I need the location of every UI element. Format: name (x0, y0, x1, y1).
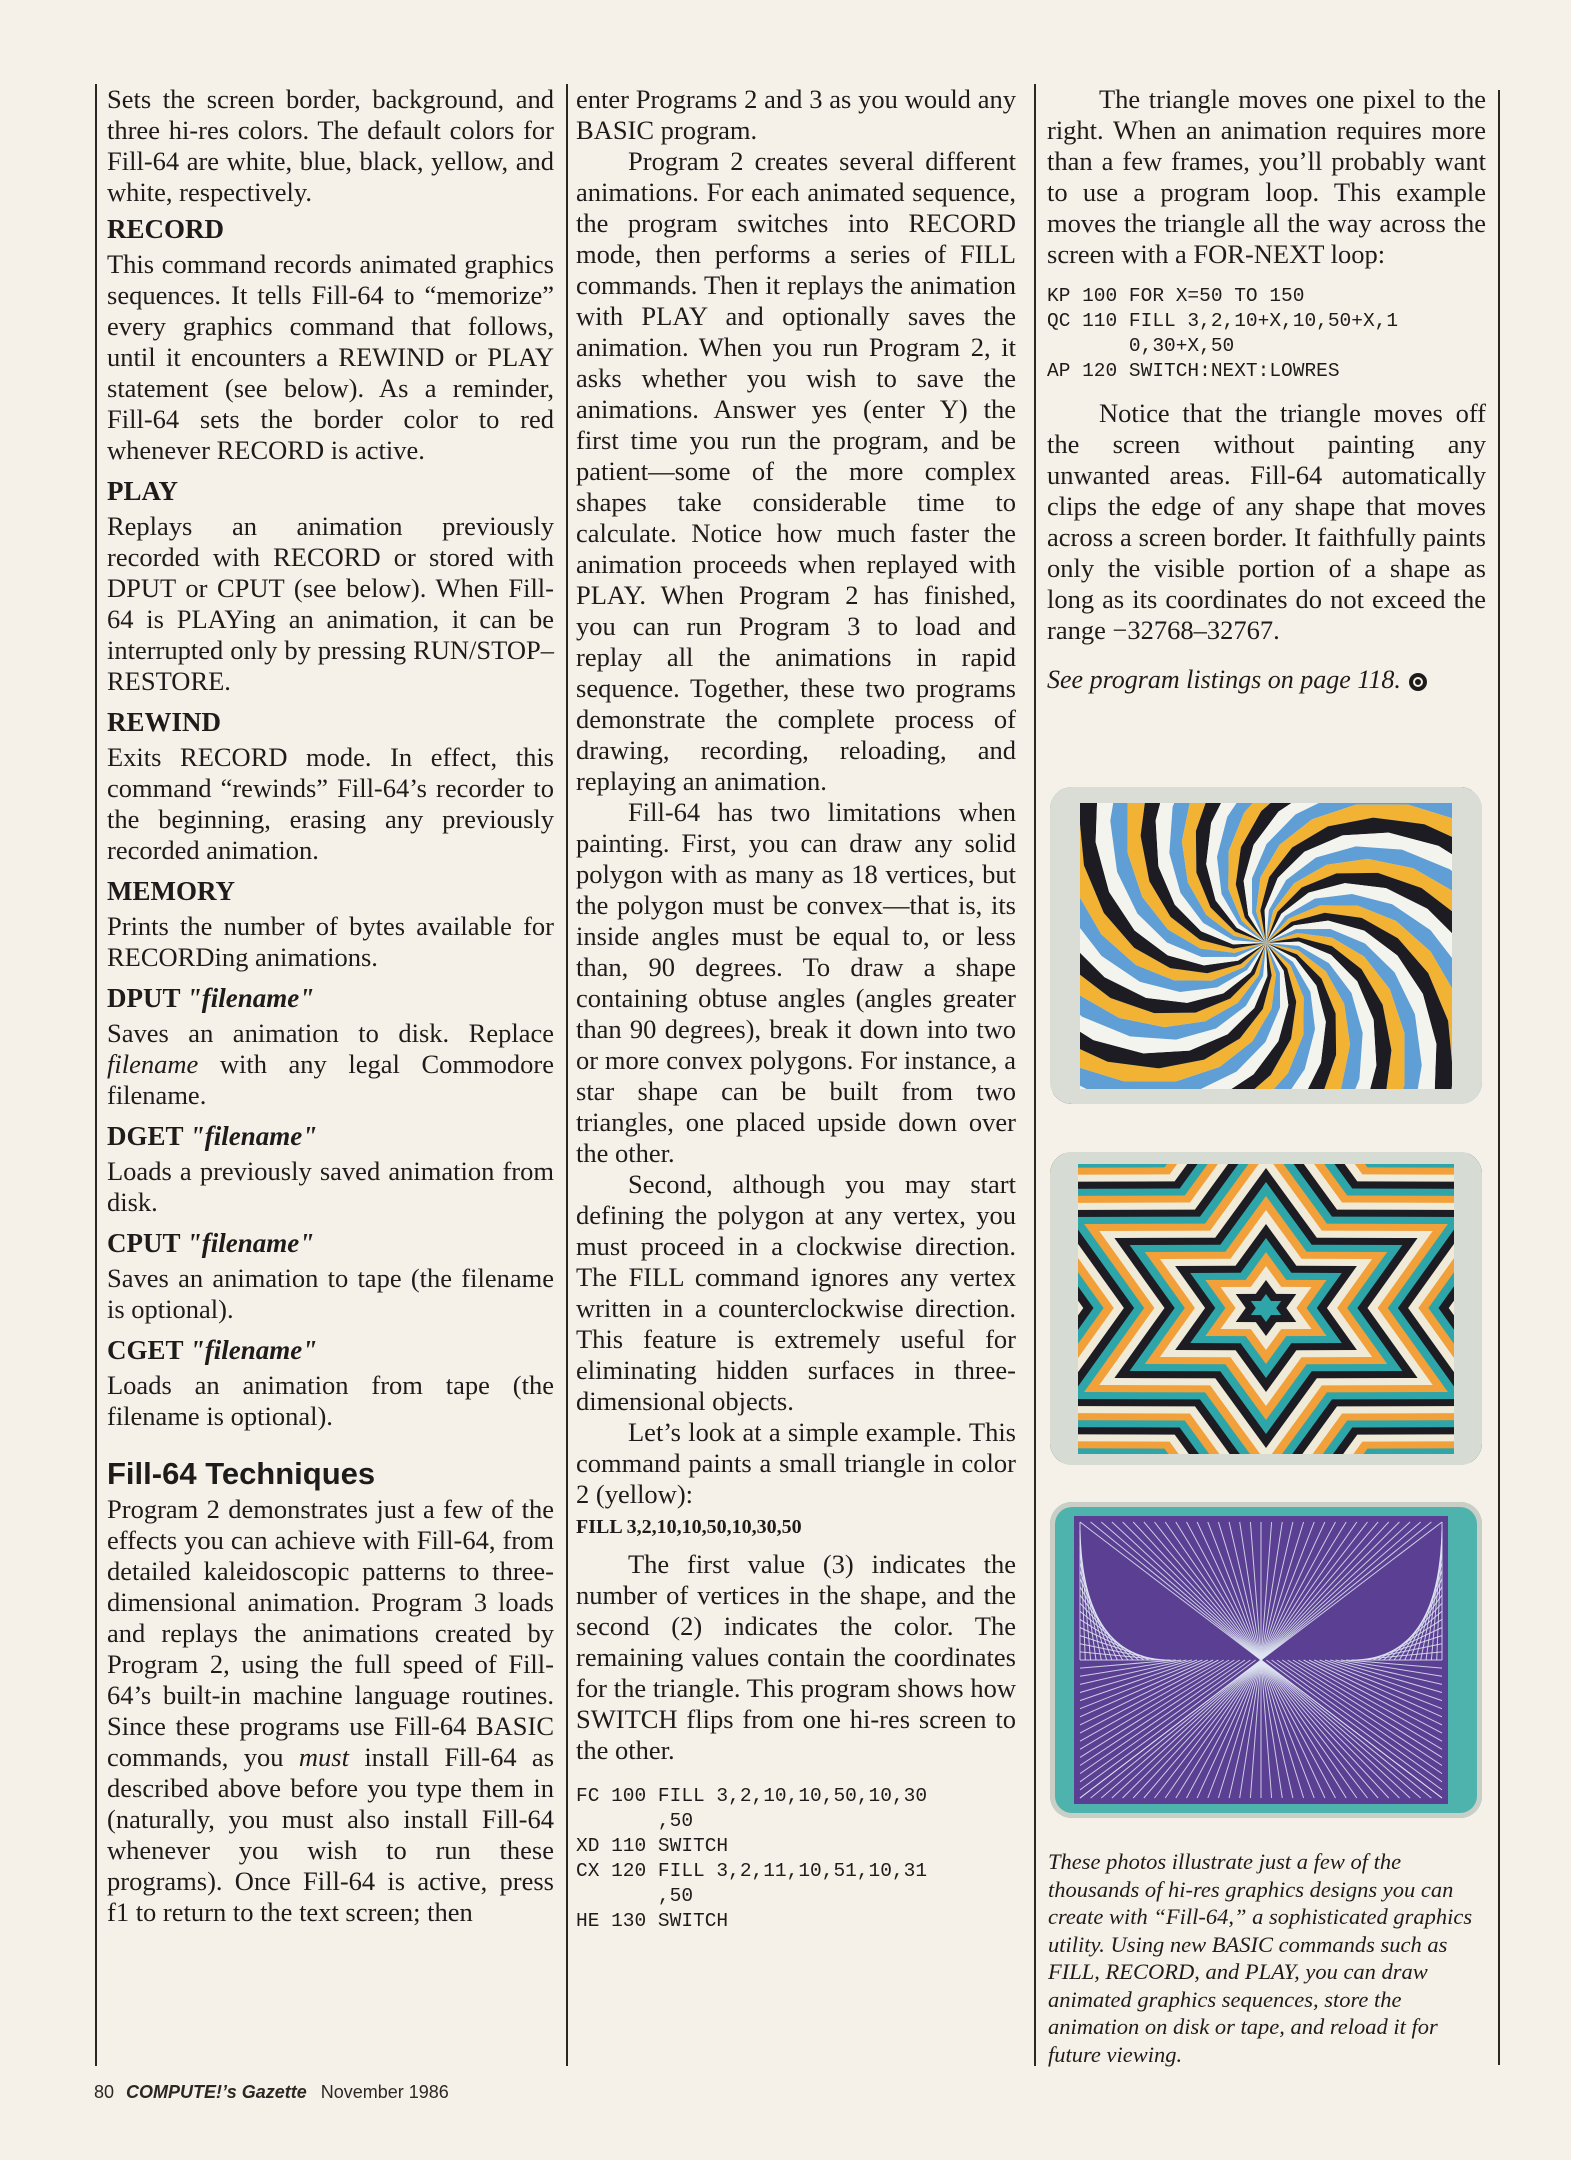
command-memory (107, 876, 554, 973)
description-emphasis: filename (107, 1049, 199, 1079)
spiral-arms (1050, 787, 1482, 1104)
spiral-pattern-image (1050, 787, 1482, 1104)
paragraph: Second, although you may start defining the polygon at any vertex, you must proceed in a clockwise direction. The FILL command ignores any vertex written in a counterclockwise direction. This feature is extremely useful for eliminating hidden surfaces in three-dimensional objects. (576, 1169, 1016, 1416)
code-line: HE 130 SWITCH (576, 1910, 729, 1932)
code-line: ,50 (576, 1810, 694, 1832)
command-description: Exits RECORD mode. In effect, this command “rewinds” Fill-64’s recorder to the beginning, erasing any previously recorded animation. (107, 742, 554, 865)
code-listing (1047, 284, 1486, 384)
issue-date: November 1986 (320, 2082, 449, 2102)
see-listing-text: See program listings on page 118. (1047, 665, 1401, 694)
command-dput (107, 983, 554, 1111)
paragraph: Let’s look at a simple example. This command paints a small triangle in color 2 (yellow): (576, 1417, 1016, 1509)
code-line: XD 110 SWITCH (576, 1835, 729, 1857)
paragraph-emphasis: must (298, 1742, 349, 1772)
command-description: Loads a previously saved animation from disk. (107, 1156, 554, 1217)
command-description: Saves an animation to tape (the filename is optional). (107, 1263, 554, 1324)
star-rings (1050, 1152, 1482, 1465)
command-description: Replays an animation previously recorded with RECORD or stored with DPUT or CPUT (see below). When Fill-64 is PLAYing an animation, it can be interrupted only by pressing RUN/STOP–RESTORE. (107, 511, 554, 696)
string-lines (1080, 1522, 1442, 1798)
code-line: CX 120 FILL 3,2,11,10,51,10,31 (576, 1860, 928, 1882)
command-argument: "filename" (186, 1228, 315, 1258)
column-rule-left (95, 84, 97, 2066)
fill-example: FILL 3,2,10,10,50,10,30,50 (576, 1516, 802, 1538)
code-listing (576, 1784, 1016, 1934)
paragraph-text: install Fill-64 as described above before you type them in (naturally, you must also install Fill-64 whenever you wish to run these programs). Once Fill-64 is active, press f1 to return to the text screen; then (107, 1742, 555, 1927)
command-record (107, 214, 554, 466)
column-rule-right (1034, 84, 1036, 2066)
paragraph-text: Program 2 demonstrates just a few of the effects you can achieve with Fill-64, from detailed kaleidoscopic patterns to three-dimensional animation. Program 3 loads and replays the animations created by Program 2, using the full speed of Fill-64’s built-in machine language routines. Since these programs use Fill-64 BASIC commands, you (107, 1494, 554, 1772)
command-name: REWIND (107, 707, 222, 737)
page-number: 80 (94, 2082, 115, 2102)
command-description: This command records animated graphics sequences. It tells Fill-64 to “memorize” every graphics command that follows, until it encounters a REWIND or PLAY statement (see below). As a reminder, Fill-64 sets the border color to red whenever RECORD is active. (107, 249, 554, 465)
see-listing-note (1047, 664, 1486, 695)
code-line: FC 100 FILL 3,2,10,10,50,10,30 (576, 1785, 928, 1807)
column-right (1047, 84, 1486, 695)
command-argument: "filename" (189, 1335, 318, 1365)
intro-paragraph: Sets the screen border, background, and three hi-res colors. The default colors for Fill-64 are white, blue, black, yellow, and white, respectively. (107, 84, 554, 207)
description-text: Saves an animation to disk. Replace (107, 1018, 554, 1048)
code-line: 0,30+X,50 (1047, 335, 1235, 357)
paragraph: Notice that the triangle moves off the screen without painting any unwanted areas. Fill-64 automatically clips the edge of any shape that moves across a screen border. It faithfully paints only the visible portion of a shape as long as its coordinates do not exceed the range −32768–32767. (1047, 398, 1486, 645)
page-footer (94, 2082, 449, 2103)
spiral-pattern-photo (1050, 787, 1482, 1104)
command-heading (107, 1121, 554, 1152)
command-name: DGET (107, 1121, 184, 1151)
command-heading (107, 1228, 554, 1259)
section-paragraph (107, 1494, 554, 1928)
command-heading (107, 983, 554, 1014)
paragraph: enter Programs 2 and 3 as you would any BASIC program. (576, 84, 1016, 145)
command-description (107, 1018, 554, 1111)
star-pattern-image (1050, 1152, 1482, 1465)
command-name: PLAY (107, 476, 179, 506)
code-line: ,50 (576, 1885, 694, 1907)
column-left (107, 84, 554, 1928)
command-description: Loads an animation from tape (the filename is optional). (107, 1370, 554, 1431)
command-argument: "filename" (186, 983, 315, 1013)
column-middle (576, 84, 1016, 1944)
photo-caption: These photos illustrate just a few of the thousands of hi-res graphics designs you can create with “Fill-64,” a sophisticated graphics utility. Using new BASIC commands such as FILL, RECORD, and PLAY, you can draw animated graphics sequences, store the animation on disk or tape, and reload it for future viewing. (1048, 1849, 1473, 2067)
command-dget (107, 1121, 554, 1218)
command-name: CPUT (107, 1228, 181, 1258)
string-art-pattern-image (1050, 1502, 1482, 1818)
description-text: with any legal Commodore filename. (107, 1049, 554, 1110)
end-mark-icon (1409, 673, 1427, 691)
command-rewind (107, 707, 554, 866)
paragraph: The first value (3) indicates the number of vertices in the shape, and the second (2) indicates the color. The remaining values contain the coordinates for the triangle. This program shows how SWITCH flips from one hi-res screen to the other. (576, 1549, 1016, 1765)
code-line: KP 100 FOR X=50 TO 150 (1047, 285, 1305, 307)
paragraph: Fill-64 has two limitations when painting. First, you can draw any solid polygon with as many as 18 vertices, but the polygon must be convex—that is, its inside angles must be equal to, or less than, 90 degrees. To draw a shape containing obtuse angles (angles greater than 90 degrees), break it down into two or more convex polygons. For instance, a star shape can be built from two triangles, one placed upside down over the other. (576, 797, 1016, 1168)
command-heading (107, 1335, 554, 1366)
command-play (107, 476, 554, 697)
command-cput (107, 1228, 554, 1325)
string-art-pattern-photo (1050, 1502, 1482, 1818)
command-name: CGET (107, 1335, 184, 1365)
code-line: AP 120 SWITCH:NEXT:LOWRES (1047, 360, 1340, 382)
paragraph: Program 2 creates several different animations. For each animated sequence, the program switches into RECORD mode, then performs a series of FILL commands. Then it replays the animation with PLAY and optionally saves the animation. When you run Program 2, it asks whether you wish to save the animations. Answer yes (enter Y) the first time you run the program, and be patient—some of the more complex shapes take considerable time to calculate. Notice how much faster the animation proceeds when replayed with PLAY. When Program 2 has finished, you can run Program 3 to load and replay all the animations in rapid sequence. Together, these two programs demonstrate the complete process of drawing, recording, reloading, and replaying an animation. (576, 146, 1016, 796)
command-description: Prints the number of bytes available for RECORDing animations. (107, 911, 554, 972)
command-cget (107, 1335, 554, 1432)
paragraph: The triangle moves one pixel to the right. When an animation requires more than a few frames, you’ll probably want to use a program loop. This example moves the triangle all the way across the screen with a FOR-NEXT loop: (1047, 84, 1486, 269)
command-name: RECORD (107, 214, 225, 244)
section-heading: Fill-64 Techniques (107, 1456, 376, 1491)
publication-name: COMPUTE!’s Gazette (126, 2082, 307, 2102)
command-name: DPUT (107, 983, 181, 1013)
code-line: QC 110 FILL 3,2,10+X,10,50+X,1 (1047, 310, 1399, 332)
column-rule-middle (566, 84, 568, 2066)
command-argument: "filename" (189, 1121, 318, 1151)
column-rule-outer (1498, 90, 1500, 2065)
star-pattern-photo (1050, 1152, 1482, 1465)
command-name: MEMORY (107, 876, 236, 906)
